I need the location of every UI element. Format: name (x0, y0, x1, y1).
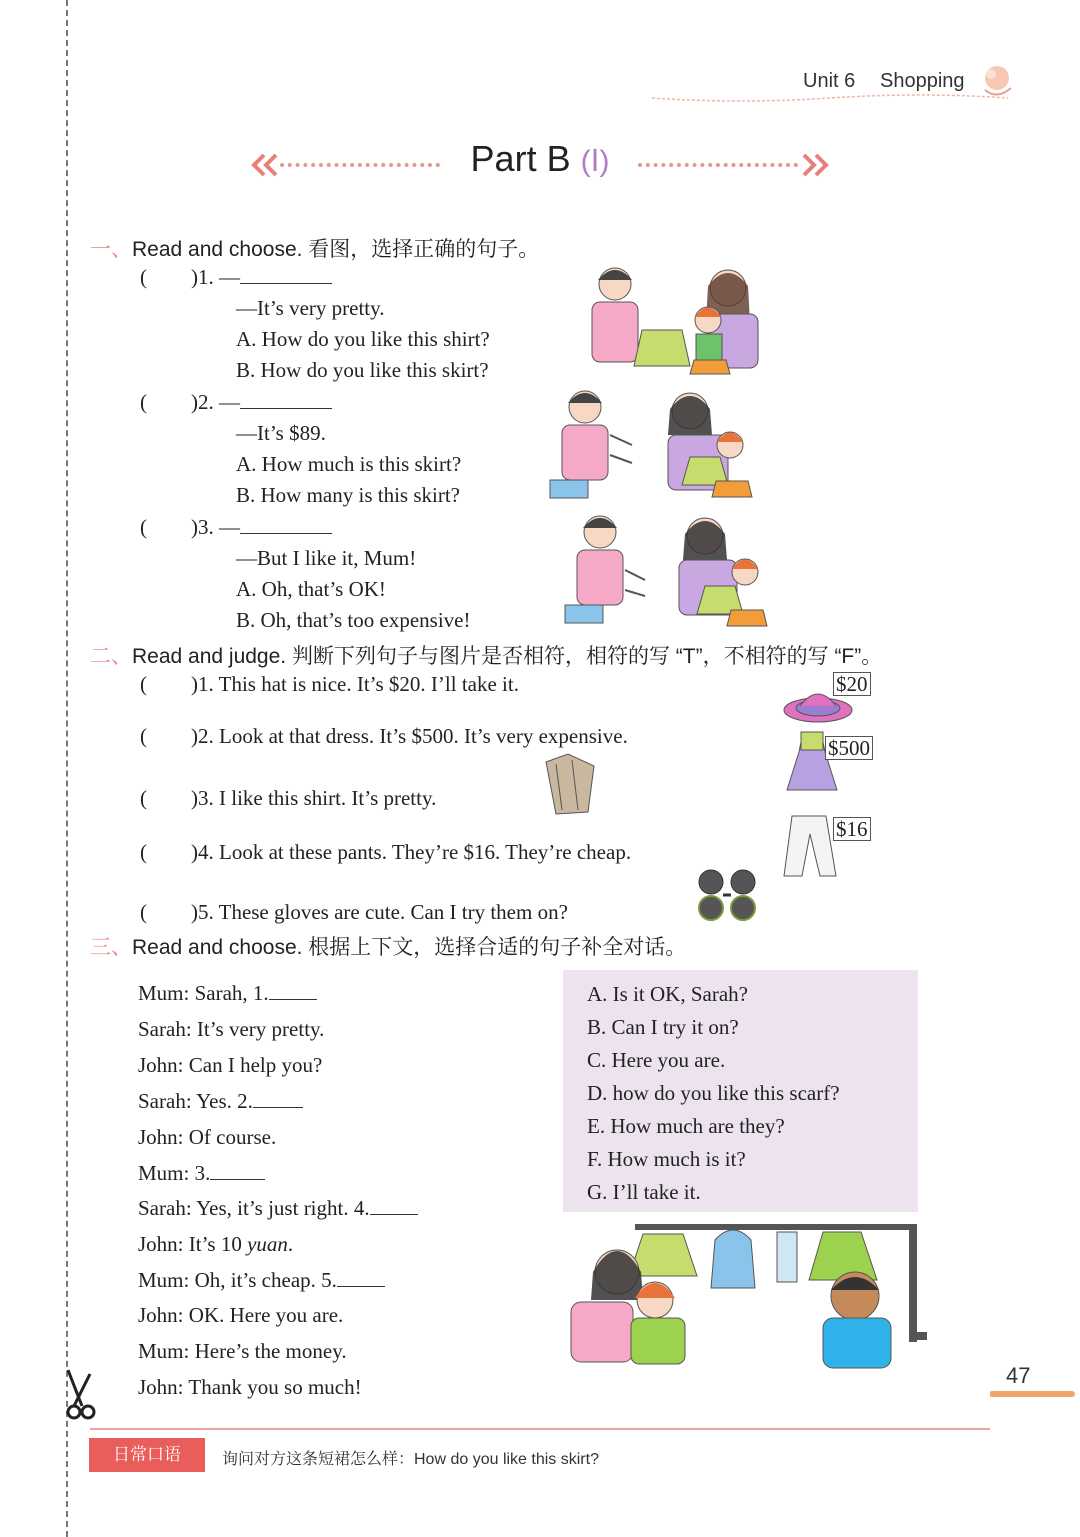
s1-q3-answer: —But I like it, Mum! (236, 546, 417, 570)
line-text: Sarah: Yes. 2. (138, 1089, 253, 1113)
paren: ( (140, 840, 147, 864)
footer-divider (90, 1428, 990, 1430)
part-title (0, 138, 1080, 180)
right-chevrons-icon (800, 153, 830, 177)
q2-num: )2. — (191, 390, 240, 414)
dialogue-line-4 (138, 1089, 303, 1114)
unit-title: Shopping (880, 70, 965, 92)
dialogue-line-2: Sarah: It’s very pretty. (138, 1017, 325, 1041)
shop-illustration-3 (555, 510, 785, 630)
clothing-shop-illustration (565, 1220, 930, 1370)
s1-q1-optA: A. How do you like this shirt? (236, 327, 490, 351)
s2-item-2 (140, 724, 628, 749)
item-text: )2. Look at that dress. It’s $500. It’s very expensive. (191, 724, 628, 748)
s2-item-4 (140, 840, 631, 865)
s1-q2-line (140, 390, 332, 415)
line-text: Mum: Oh, it’s cheap. 5. (138, 1268, 337, 1292)
section3-title: Read and choose. 根据上下文，选择合适的句子补全对话。 (132, 936, 687, 959)
item-text: )3. I like this shirt. It’s pretty. (191, 786, 437, 810)
answer-blank-4[interactable] (370, 1196, 418, 1215)
line-text: Mum: 3. (138, 1161, 211, 1185)
item-text: )5. These gloves are cute. Can I try them on? (191, 900, 568, 924)
dialogue-line-6 (138, 1161, 265, 1186)
paren: ( (140, 515, 147, 539)
section3-heading (90, 931, 686, 961)
option-f: F. How much is it? (587, 1147, 746, 1171)
dialogue-line-1 (138, 981, 317, 1006)
shop-illustration-2 (540, 385, 770, 505)
footer-tip: 询问对方这条短裙怎么样：How do you like this skirt? (222, 1451, 599, 1468)
option-g: G. I’ll take it. (587, 1180, 701, 1204)
section1-num: 一、 (90, 237, 132, 261)
s1-q1-line (140, 265, 332, 290)
line-text: Mum: Sarah, 1. (138, 981, 269, 1005)
answer-blank[interactable] (240, 515, 332, 534)
part-label: Part B (470, 138, 571, 179)
s2-item-5 (140, 900, 568, 925)
unit-label: Unit 6 (803, 70, 856, 92)
option-a: A. Is it OK, Sarah? (587, 982, 748, 1006)
s1-q3-line (140, 515, 332, 540)
s1-q1-answer: —It’s very pretty. (236, 296, 385, 320)
section2-num: 二、 (90, 644, 132, 668)
section3-num: 三、 (90, 935, 132, 959)
pants-icon (780, 812, 840, 882)
scissors-icon (60, 1368, 104, 1428)
page-number: 47 (1006, 1363, 1031, 1388)
dialogue-line-8 (138, 1232, 293, 1257)
section1-title: Read and choose. 看图，选择正确的句子。 (132, 238, 540, 261)
answer-blank[interactable] (240, 265, 332, 284)
paren: ( (140, 786, 147, 810)
dialogue-line-5: John: Of course. (138, 1125, 277, 1149)
section2-title: Read and judge. 判断下列句子与图片是否相符，相符的写 “T”，不相符的写 “F”。 (132, 645, 883, 668)
paren: ( (140, 900, 147, 924)
paren: ( (140, 724, 147, 748)
dress-price-tag: $500 (825, 736, 873, 760)
cut-line (66, 0, 68, 1537)
currency-word: yuan (247, 1232, 288, 1256)
daily-talk-tag: 日常口语 (89, 1438, 205, 1472)
answer-blank-1[interactable] (269, 981, 317, 1000)
section2-heading (90, 640, 882, 670)
dialogue-line-7 (138, 1196, 418, 1221)
hat-price-tag: $20 (833, 672, 871, 696)
paren: ( (140, 672, 147, 696)
shirt-icon (538, 752, 602, 817)
dialogue-line-3: John: Can I help you? (138, 1053, 323, 1077)
s2-item-1 (140, 672, 519, 697)
right-dots (638, 163, 798, 167)
answer-blank-2[interactable] (253, 1089, 303, 1108)
s2-item-3 (140, 786, 436, 811)
page-number-underline (990, 1388, 1075, 1400)
answer-blank[interactable] (240, 390, 332, 409)
dialogue-line-9 (138, 1268, 385, 1293)
s1-q3-optA: A. Oh, that’s OK! (236, 577, 386, 601)
dialogue-line-12: John: Thank you so much! (138, 1375, 362, 1399)
answer-blank-3[interactable] (210, 1161, 265, 1180)
part-roman: (Ⅰ) (580, 145, 610, 178)
paren: ( (140, 265, 147, 289)
header-ornament (650, 90, 1010, 108)
s1-q2-optB: B. How many is this skirt? (236, 483, 460, 507)
left-chevrons-icon (250, 153, 280, 177)
shop-illustration-1 (570, 262, 785, 380)
line-text: Sarah: Yes, it’s just right. 4. (138, 1196, 370, 1220)
option-e: E. How much are they? (587, 1114, 785, 1138)
option-d: D. how do you like this scarf? (587, 1081, 840, 1105)
answer-blank-5[interactable] (337, 1268, 385, 1287)
paren: ( (140, 390, 147, 414)
pants-price-tag: $16 (833, 817, 871, 841)
q1-num: )1. — (191, 265, 240, 289)
q3-num: )3. — (191, 515, 240, 539)
left-dots (280, 163, 440, 167)
s1-q1-optB: B. How do you like this skirt? (236, 358, 489, 382)
option-c: C. Here you are. (587, 1048, 726, 1072)
item-text: )1. This hat is nice. It’s $20. I’ll take it. (191, 672, 519, 696)
item-text: )4. Look at these pants. They’re $16. They’re cheap. (191, 840, 632, 864)
section1-heading (90, 233, 539, 263)
line-tail: . (287, 1232, 294, 1256)
s1-q2-optA: A. How much is this skirt? (236, 452, 462, 476)
s1-q2-answer: —It’s $89. (236, 421, 326, 445)
dialogue-line-10: John: OK. Here you are. (138, 1303, 344, 1327)
sunglasses-icon (695, 868, 763, 924)
dialogue-line-11: Mum: Here’s the money. (138, 1339, 347, 1363)
option-b: B. Can I try it on? (587, 1015, 739, 1039)
s1-q3-optB: B. Oh, that’s too expensive! (236, 608, 471, 632)
line-text: John: It’s 10 (138, 1232, 248, 1256)
